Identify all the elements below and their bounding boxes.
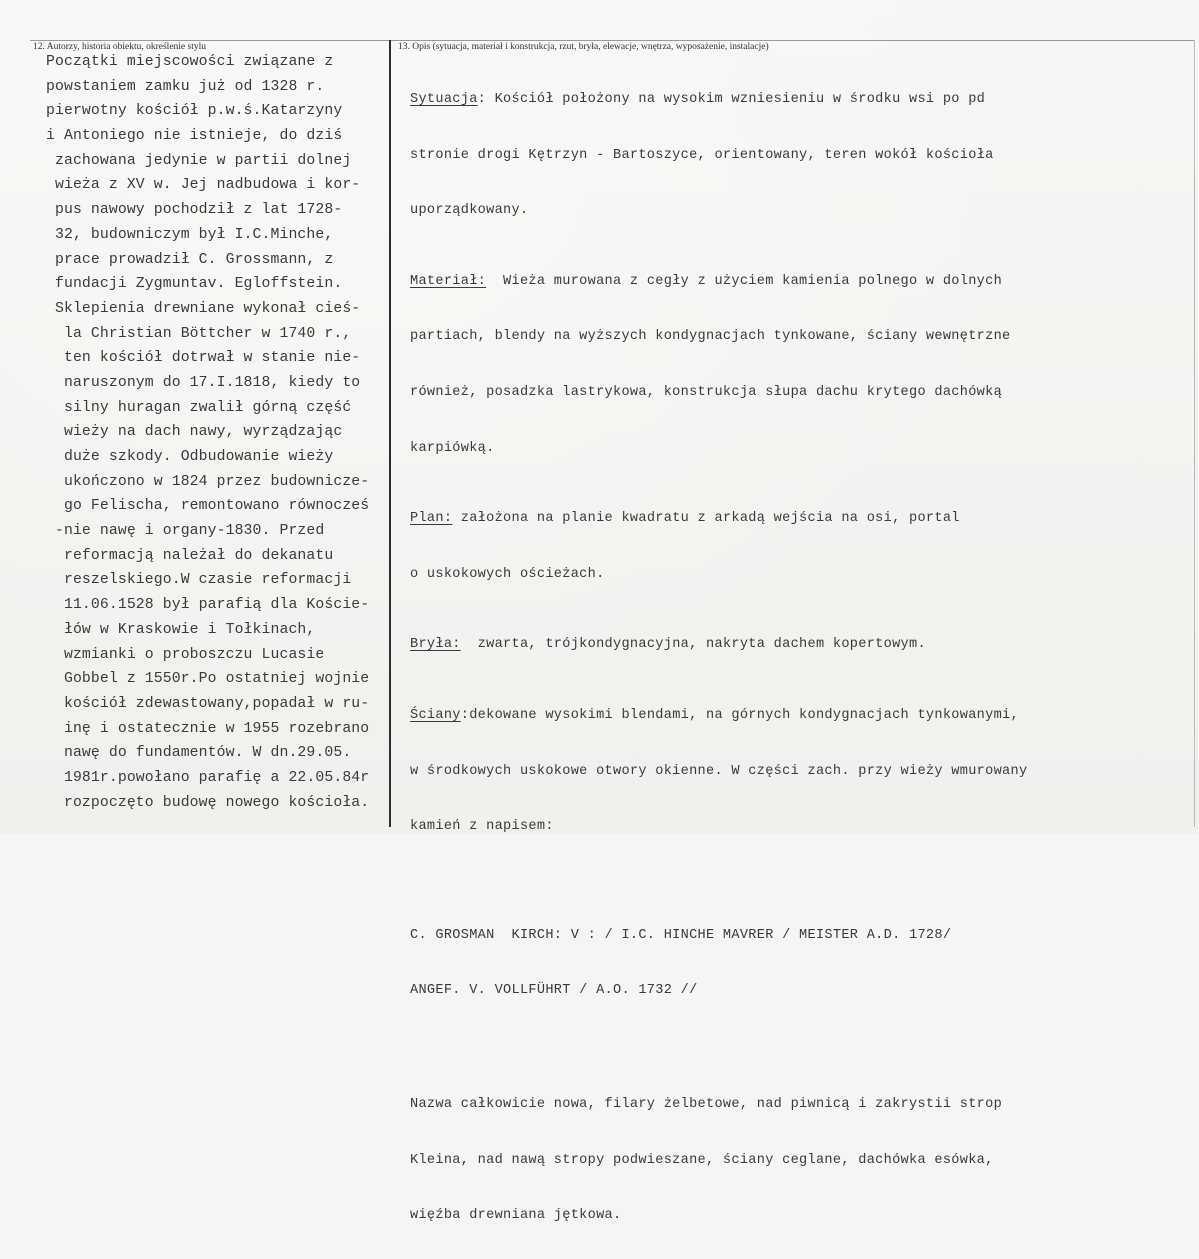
history-line: 1981r.powołano parafię a 22.05.84r [46,769,370,786]
history-line: Gobbel z 1550r.Po ostatniej wojnie [46,671,370,688]
nawa-line-3: więźba drewniana jętkowa. [410,1208,622,1224]
sytuacja-label: Sytuacja [410,92,478,107]
history-line: fundacji Zygmuntav. Egloffstein. [46,276,343,293]
sciany-label: Ściany [410,707,461,723]
section-12-header: 12. Autorzy, historia obiektu, określenie stylu [33,42,206,52]
top-rule [30,40,1195,41]
material-line-4: karpiówką. [410,440,495,456]
description-column [410,57,1190,1259]
material-line-1: Materiał: Wieża murowana z cegły z użyciem kamienia polnego w dolnych [410,273,1003,289]
spacer [410,885,1190,893]
history-column [46,50,369,815]
history-line: ukończono w 1824 przez budownicze- [46,473,370,490]
sciany-line-2: w środkowych uskokowe otwory okienne. W części zach. przy wieży wmurowany [410,763,1028,779]
sytuacja-line-1: Sytuacja: Kościół położony na wysokim wzniesieniu w środku wsi po pd [410,92,986,107]
material-line-2: partiach, blendy na wyższych kondygnacjach tynkowane, ściany wewnętrzne [410,329,1011,345]
material-line-3: również, posadzka lastrykowa, konstrukcja słupa dachu krytego dachówką [410,384,1003,400]
sciany-line-3: kamień z napisem: [410,819,554,835]
history-line: duże szkody. Odbudowanie wieży [46,449,334,465]
history-line: powstaniem zamku już od 1328 r. [46,78,325,95]
right-rule [1194,40,1195,827]
history-line: kościół zdewastowany,popadał w ru- [46,695,370,712]
history-line: reformacją należał do dekanatu [46,547,334,564]
sytuacja-line-3: uporządkowany. [410,203,529,219]
sciany-line-1: Ściany:dekowane wysokimi blendami, na górnych kondygnacjach tynkowanymi, [410,707,1019,723]
history-line: 11.06.1528 był parafią dla Koście- [46,597,370,614]
plan-line-1: Plan: założona na planie kwadratu z arkadą wejścia na osi, portal [410,511,960,527]
history-line: pierwotny kościół p.w.ś.Katarzyny [46,103,343,120]
history-line: wzmianki o proboszczu Lucasie [46,646,325,663]
history-line: zachowana jedynie w partii dolnej [46,152,352,169]
nawa-line-2: Kleina, nad nawą stropy podwieszane, ściany ceglane, dachówka esówka, [410,1152,994,1168]
section-13-header: 13. Opis (sytuacja, materiał i konstrukcja, rzut, bryła, elewacje, wnętrza, wyposażenie, instalacje) [398,42,769,52]
history-line: 32, budowniczym był I.C.Minche, [46,226,334,243]
history-line: inę i ostatecznie w 1955 rozebrano [46,720,370,737]
sytuacja-line-2: stronie drogi Kętrzyn - Bartoszyce, orientowany, teren wokół kościoła [410,147,994,163]
bryla-line-1: Bryła: zwarta, trójkondygnacyjna, nakryta dachem kopertowym. [410,637,926,653]
history-line: Sklepienia drewniane wykonał cieś- [46,300,361,317]
inscription-line-1: C. GROSMAN KIRCH: V : / I.C. HINCHE MAVRER / MEISTER A.D. 1728/ [410,927,952,943]
history-line: go Felischa, remontowano równocześ [46,498,370,515]
history-line: ten kościół dotrwał w stanie nie- [46,350,361,367]
material-label: Materiał: [410,273,487,289]
history-line: wieża z XV w. Jej nadbudowa i kor- [46,177,361,194]
inscription-line-2: ANGEF. V. VOLLFÜHRT / A.O. 1732 // [410,983,698,999]
history-line: reszelskiego.W czasie reformacji [46,572,352,589]
history-line: la Christian Böttcher w 1740 r., [46,325,352,342]
history-line: naruszonym do 17.I.1818, kiedy to [46,374,361,391]
history-line: pus nawowy pochodził z lat 1728- [46,202,343,219]
history-line: wieży na dach nawy, wyrządzając [46,424,343,441]
spacer [410,1049,1190,1062]
history-line: nawę do fundamentów. W dn.29.05. [46,745,352,762]
column-divider [389,40,391,827]
history-line: prace prowadził C. Grossmann, z [46,251,334,268]
history-line: rozpoczęto budowę nowego kościoła. [46,794,370,811]
plan-line-2: o uskokowych ościeżach. [410,566,605,582]
nawa-line-1: Nazwa całkowicie nowa, filary żelbetowe, nad piwnicą i zakrystii strop [410,1096,1003,1112]
history-line: Początki miejscowości związane z [46,54,334,70]
history-line: silny huragan zwalił górną część [46,399,352,416]
history-line: łów w Kraskowie i Tołkinach, [46,621,316,638]
history-line: i Antoniego nie istnieje, do dziś [46,128,343,145]
plan-label: Plan: [410,511,453,527]
history-line: -nie nawę i organy-1830. Przed [46,523,325,540]
bryla-label: Bryła: [410,637,461,653]
